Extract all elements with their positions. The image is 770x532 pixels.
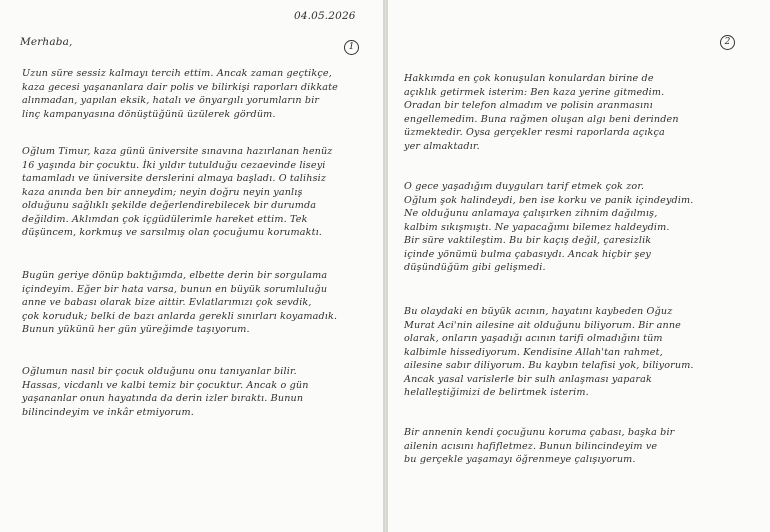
text-line: kaza gecesi yaşananlara dair polis ve bilirkişi raporları dikkate [22,81,339,93]
text-line: Ancak yasal varislerle bir sulh anlaşması yaparak [404,373,652,385]
text-line: tamamladı ve üniversite derslerini almaya başladı. O talihsiz [22,173,327,184]
paragraph-1 [22,67,338,121]
text-line: ailenin acısını hafifletmez. Bunun bilincindeyim ve [404,440,658,452]
text-line: yer almaktadır. [404,140,480,152]
text-line: Oğlumun nasıl bir çocuk olduğunu onu tanıyanlar bilir. [22,366,297,377]
text-line: Bunun yükünü her gün yüreğimde taşıyorum. [22,324,250,335]
paragraph-3 [22,269,337,337]
page-number-badge: 1 [344,40,359,55]
text-line: Bugün geriye dönüp baktığımda, elbette derin bir sorgulama [22,270,328,281]
text-line: açıklık getirmek isterim: Ben kaza yerine gitmedim. [404,86,665,98]
text-line: çok koruduk; belki de bazı anlarda gerekli sınırları koyamadık. [22,310,338,322]
text-line: helalleştiğimizi de belirtmek isterim. [404,387,589,398]
text-line: Ne olduğunu anlamaya çalışırken zihnim dağılmış, [404,208,658,219]
paragraph-2 [22,145,333,240]
letter-page-2 [387,0,770,532]
text-line: kalbim sıkışmıştı. Ne yapacağımı bilemez haldeydim. [404,221,670,233]
text-line: Bir süre vaktileştim. Bu bir kaçış değil, çaresizlik [404,235,652,246]
text-line: üzmektedir. Oysa gerçekler resmi raporlarda açıkça [404,127,665,138]
text-line: olarak, onların yaşadığı acının tarifi olmadığını tüm [404,333,663,344]
text-line: değildim. Aklımdan çok içgüdülerimle hareket ettim. Tek [22,213,308,225]
text-line: yaşananlar onun hayatında da derin izler bıraktı. Bunun [22,393,304,404]
text-line: kaza anında ben bir anneydim; neyin doğru neyin yanlış [22,186,303,198]
text-line: Oradan bir telefon almadım ve polisin aranmasını [404,100,653,111]
paragraph-7 [404,305,694,400]
text-line: bilincindeyim ve inkâr etmiyorum. [22,406,194,418]
text-line: Murat Aci'nin ailesine ait olduğunu biliyorum. Bir anne [404,319,681,331]
text-line: 16 yaşında bir çocuktu. İki yıldır tutulduğu cezaevinde liseyi [22,159,326,171]
paragraph-4 [22,365,309,419]
paragraph-8 [404,426,674,467]
text-line: Oğlum Timur, kaza günü üniversite sınavına hazırlanan henüz [22,146,333,157]
text-line: Oğlum şok halindeydi, ben ise korku ve panik içindeydim. [404,194,694,206]
text-line: düşündüğüm gibi gelişmedi. [404,262,546,273]
page-number-badge: 2 [720,35,735,50]
text-line: içindeyim. Eğer bir hata varsa, bunun en büyük sorumluluğu [22,283,328,295]
text-line: ailesine sabır diliyorum. Bu kaybın telafisi yok, biliyorum. [404,360,694,371]
text-line: bu gerçekle yaşamayı öğrenmeye çalışıyorum. [404,454,636,465]
text-line: düşüncem, korkmuş ve sarsılmış olan çocuğumu korumaktı. [22,227,323,238]
text-line: Bu olaydaki en büyük acının, hayatını kaybeden Oğuz [404,306,673,317]
text-line: anne ve babası olarak bize aittir. Evlatlarımızı çok sevdik, [22,297,312,308]
text-line: Hakkımda en çok konuşulan konulardan birine de [404,73,654,84]
text-line: engellemedim. Buna rağmen oluşan algı beni derinden [404,113,679,125]
text-line: O gece yaşadığım duyguları tarif etmek çok zor. [404,181,645,192]
text-line: olduğunu sağlıklı şekilde değerlendirebilecek bir durumda [22,200,317,211]
text-line: kalbimle hissediyorum. Kendisine Allah'tan rahmet, [404,346,663,358]
text-line: Bir annenin kendi çocuğunu koruma çabası, başka bir [404,427,675,438]
text-line: Hassas, vicdanlı ve kalbi temiz bir çocuktur. Ancak o gün [22,379,309,391]
paragraph-6 [404,180,694,275]
text-line: içinde yönümü bulma çabasıydı. Ancak hiçbir şey [404,248,651,260]
text-line: alınmadan, yapılan eksik, hatalı ve önyargılı yorumların bir [22,95,320,106]
text-line: linç kampanyasına dönüştüğünü üzülerek gördüm. [22,108,276,120]
letter-date: 04.05.2026 [294,10,356,22]
letter-greeting: Merhaba, [20,36,73,48]
letter-page-1 [0,0,384,532]
paragraph-5 [404,72,679,153]
text-line: Uzun süre sessiz kalmayı tercih ettim. Ancak zaman geçtikçe, [22,68,332,79]
